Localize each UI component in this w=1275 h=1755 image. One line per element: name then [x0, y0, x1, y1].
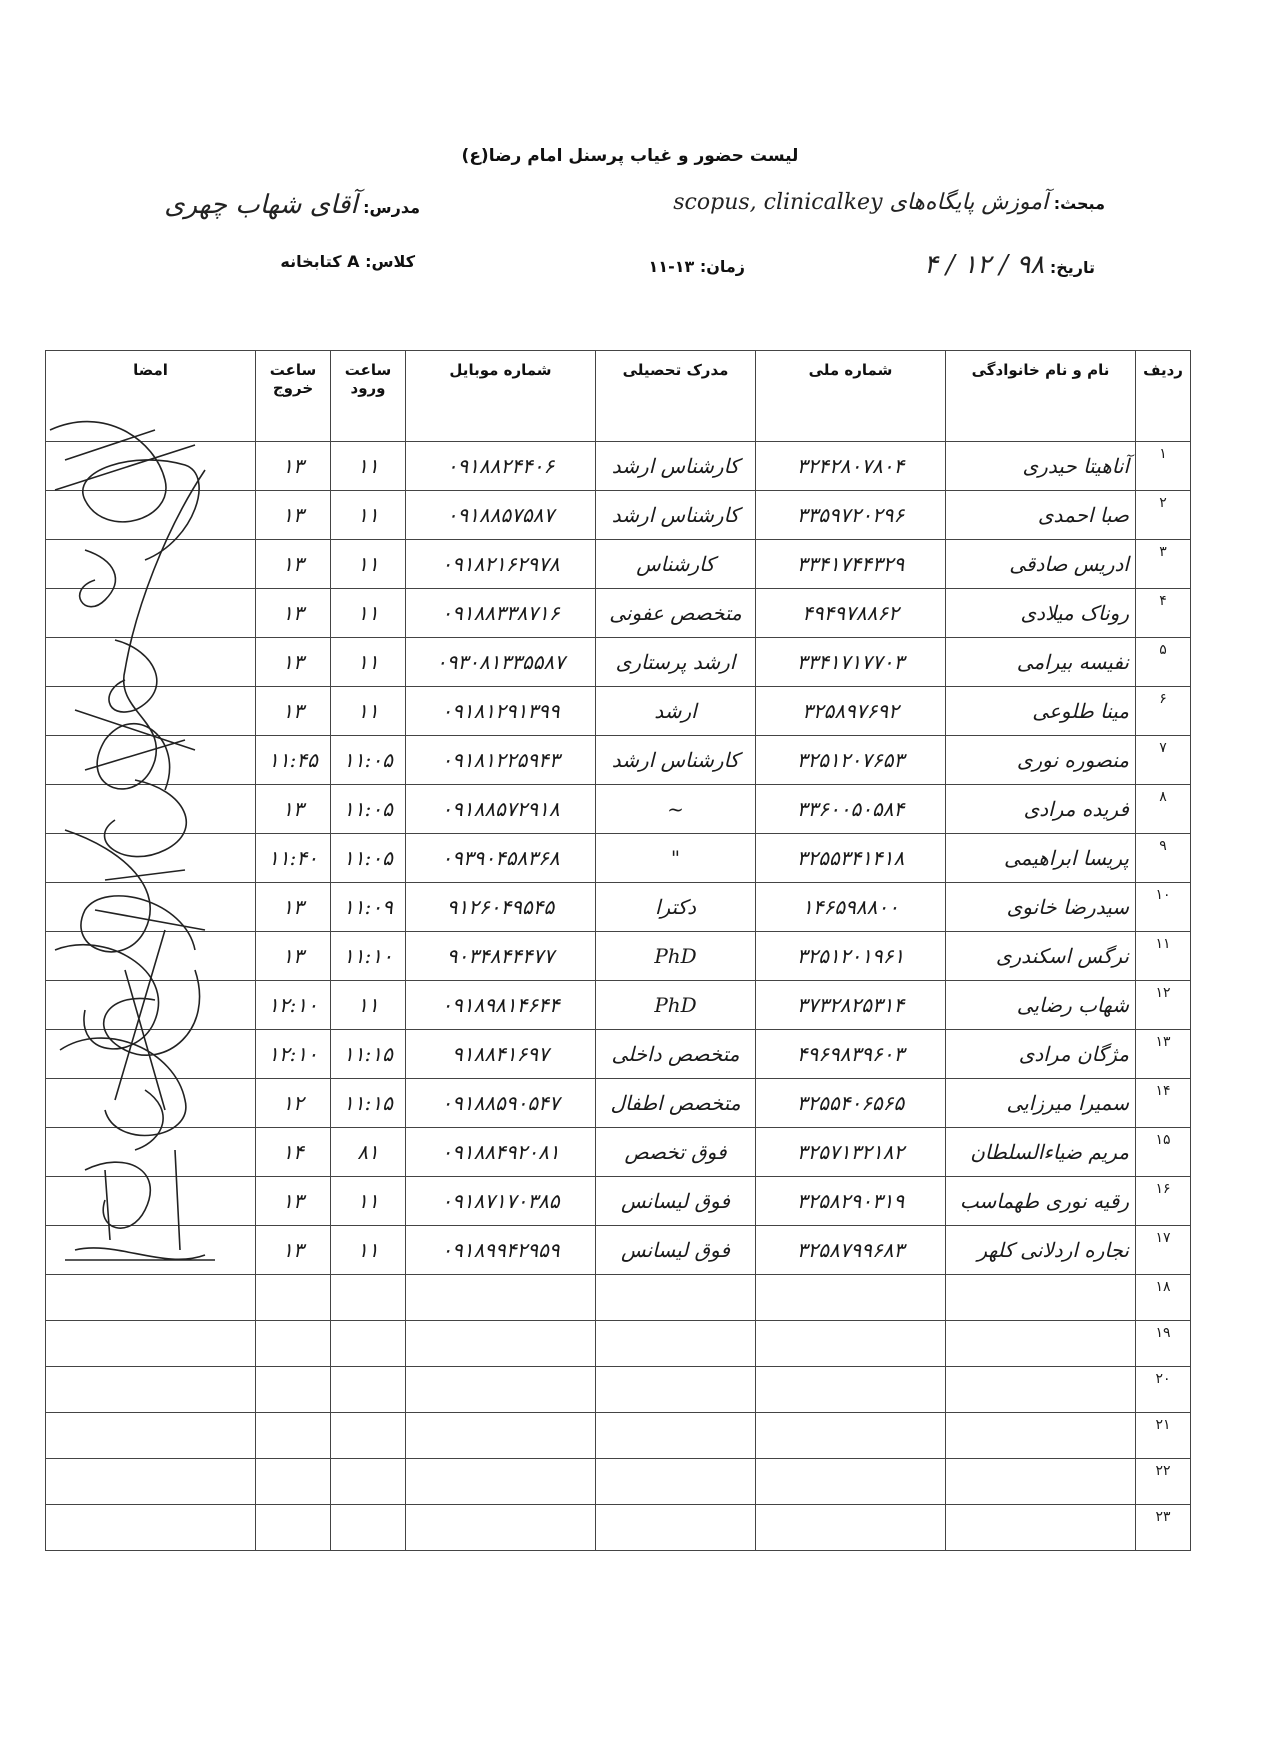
mobile-cell: ۰۹۳۰۸۱۳۳۵۵۸۷: [406, 638, 596, 687]
col-header-out: ساعت خروج: [256, 351, 331, 442]
time-out-cell: [256, 1459, 331, 1505]
degree-cell: ~: [596, 785, 756, 834]
degree-cell: PhD: [596, 981, 756, 1030]
mabhas-field: [673, 190, 1105, 215]
time-out-cell: ۱۱:۴۵: [256, 736, 331, 785]
name-cell: مینا طلوعی: [946, 687, 1136, 736]
degree-cell: فوق لیسانس: [596, 1226, 756, 1275]
name-cell: صبا احمدی: [946, 491, 1136, 540]
time-out-cell: [256, 1275, 331, 1321]
name-cell: سیدرضا خانوی: [946, 883, 1136, 932]
national-id-cell: ۳۲۵۸۲۹۰۳۱۹: [756, 1177, 946, 1226]
row-index: ۶: [1136, 687, 1191, 736]
national-id-cell: ۳۳۵۹۷۲۰۲۹۶: [756, 491, 946, 540]
time-out-cell: ۱۳: [256, 442, 331, 491]
time-in-cell: ۱۱: [331, 540, 406, 589]
national-id-cell: ۳۲۵۱۲۰۷۶۵۳: [756, 736, 946, 785]
signature-cell: [46, 1505, 256, 1551]
degree-cell: فوق تخصص: [596, 1128, 756, 1177]
time-out-cell: [256, 1367, 331, 1413]
time-in-cell: ۱۱:۰۵: [331, 785, 406, 834]
name-cell: نفیسه بیرامی: [946, 638, 1136, 687]
national-id-cell: ۳۲۵۱۲۰۱۹۶۱: [756, 932, 946, 981]
time-in-cell: [331, 1275, 406, 1321]
degree-cell: ارشد پرستاری: [596, 638, 756, 687]
name-cell: روناک میلادی: [946, 589, 1136, 638]
time-out-cell: ۱۲:۱۰: [256, 1030, 331, 1079]
table-row: [46, 1413, 1191, 1459]
name-cell: نجاره اردلانی کلهر: [946, 1226, 1136, 1275]
table-row: [46, 1367, 1191, 1413]
col-header-idx: ردیف: [1136, 351, 1191, 442]
national-id-cell: ۱۴۶۵۹۸۸۰۰: [756, 883, 946, 932]
national-id-cell: ۳۳۴۱۷۴۴۳۲۹: [756, 540, 946, 589]
time-in-cell: ۱۱: [331, 491, 406, 540]
degree-cell: PhD: [596, 932, 756, 981]
time-out-cell: [256, 1505, 331, 1551]
modarres-label: مدرس:: [363, 198, 420, 217]
tarikh-label: تاریخ:: [1049, 258, 1095, 277]
mobile-cell: ۹۰۳۴۸۴۴۴۷۷: [406, 932, 596, 981]
row-index: ۱۸: [1136, 1275, 1191, 1321]
signature-cell: [46, 1413, 256, 1459]
time-in-cell: ۱۱:۰۵: [331, 736, 406, 785]
modarres-value: آقای شهاب چهری: [164, 190, 358, 220]
time-in-cell: ۱۱: [331, 687, 406, 736]
degree-cell: کارشناس: [596, 540, 756, 589]
name-cell: [946, 1367, 1136, 1413]
national-id-cell: [756, 1505, 946, 1551]
national-id-cell: ۳۲۴۲۸۰۷۸۰۴: [756, 442, 946, 491]
row-index: ۲۳: [1136, 1505, 1191, 1551]
row-index: ۱۳: [1136, 1030, 1191, 1079]
degree-cell: ارشد: [596, 687, 756, 736]
kelas-label: کلاس:: [365, 252, 415, 271]
national-id-cell: ۳۳۶۰۰۵۰۵۸۴: [756, 785, 946, 834]
time-out-cell: ۱۳: [256, 540, 331, 589]
row-index: ۱۱: [1136, 932, 1191, 981]
name-cell: ادریس صادقی: [946, 540, 1136, 589]
name-cell: پریسا ابراهیمی: [946, 834, 1136, 883]
time-in-cell: ۱۱:۱۵: [331, 1079, 406, 1128]
name-cell: [946, 1275, 1136, 1321]
mobile-cell: ۰۹۱۸۱۲۹۱۳۹۹: [406, 687, 596, 736]
national-id-cell: [756, 1367, 946, 1413]
degree-cell: [596, 1459, 756, 1505]
national-id-cell: [756, 1321, 946, 1367]
mobile-cell: [406, 1505, 596, 1551]
mobile-cell: ۰۹۱۸۸۵۷۵۸۷: [406, 491, 596, 540]
table-row: [46, 1459, 1191, 1505]
time-out-cell: ۱۳: [256, 785, 331, 834]
degree-cell: متخصص عفونی: [596, 589, 756, 638]
row-index: ۷: [1136, 736, 1191, 785]
mobile-cell: [406, 1413, 596, 1459]
page-title: لیست حضور و غیاب پرسنل امام رضا(ع): [461, 146, 799, 166]
signature-cell: [46, 1367, 256, 1413]
time-in-cell: [331, 1459, 406, 1505]
mobile-cell: ۰۹۱۸۷۱۷۰۳۸۵: [406, 1177, 596, 1226]
name-cell: آناهیتا حیدری: [946, 442, 1136, 491]
time-in-cell: ۸۱: [331, 1128, 406, 1177]
name-cell: رقیه نوری طهماسب: [946, 1177, 1136, 1226]
time-out-cell: ۱۱:۴۰: [256, 834, 331, 883]
row-index: ۱۴: [1136, 1079, 1191, 1128]
signature-scribbles: [45, 410, 230, 1340]
degree-cell: [596, 1505, 756, 1551]
row-index: ۲۱: [1136, 1413, 1191, 1459]
mobile-cell: [406, 1275, 596, 1321]
col-header-mobile: شماره موبایل: [406, 351, 596, 442]
time-in-cell: ۱۱: [331, 442, 406, 491]
row-index: ۱: [1136, 442, 1191, 491]
time-out-cell: ۱۳: [256, 932, 331, 981]
signature-cell: [46, 1459, 256, 1505]
kelas-value: A کتابخانه: [280, 252, 360, 271]
mabhas-value: آموزش پایگاه‌های scopus, clinicalkey: [673, 190, 1049, 215]
name-cell: [946, 1321, 1136, 1367]
mobile-cell: ۹۱۲۶۰۴۹۵۴۵: [406, 883, 596, 932]
national-id-cell: ۳۲۵۸۷۹۹۶۸۳: [756, 1226, 946, 1275]
national-id-cell: [756, 1459, 946, 1505]
national-id-cell: ۳۲۵۵۴۰۶۵۶۵: [756, 1079, 946, 1128]
degree-cell: متخصص داخلی: [596, 1030, 756, 1079]
col-header-name: نام و نام خانوادگی: [946, 351, 1136, 442]
mobile-cell: ۰۹۱۸۸۲۴۴۰۶: [406, 442, 596, 491]
national-id-cell: ۳۲۵۷۱۳۲۱۸۲: [756, 1128, 946, 1177]
row-index: ۱۶: [1136, 1177, 1191, 1226]
time-out-cell: ۱۳: [256, 638, 331, 687]
row-index: ۱۰: [1136, 883, 1191, 932]
national-id-cell: ۳۷۳۲۸۲۵۳۱۴: [756, 981, 946, 1030]
name-cell: مژگان مرادی: [946, 1030, 1136, 1079]
degree-cell: [596, 1275, 756, 1321]
name-cell: [946, 1413, 1136, 1459]
name-cell: [946, 1505, 1136, 1551]
row-index: ۱۲: [1136, 981, 1191, 1030]
time-in-cell: [331, 1367, 406, 1413]
kelas-field: [280, 252, 415, 271]
degree-cell: کارشناس ارشد: [596, 491, 756, 540]
time-in-cell: [331, 1413, 406, 1459]
row-index: ۳: [1136, 540, 1191, 589]
time-out-cell: [256, 1321, 331, 1367]
modarres-field: [164, 190, 420, 220]
time-out-cell: ۱۳: [256, 883, 331, 932]
degree-cell: کارشناس ارشد: [596, 736, 756, 785]
degree-cell: فوق لیسانس: [596, 1177, 756, 1226]
mobile-cell: ۰۹۱۸۸۵۷۲۹۱۸: [406, 785, 596, 834]
time-in-cell: ۱۱: [331, 638, 406, 687]
row-index: ۲۲: [1136, 1459, 1191, 1505]
time-in-cell: [331, 1505, 406, 1551]
name-cell: نرگس اسکندری: [946, 932, 1136, 981]
mobile-cell: ۰۹۱۸۸۴۹۲۰۸۱: [406, 1128, 596, 1177]
degree-cell: [596, 1367, 756, 1413]
col-header-degree: مدرک تحصیلی: [596, 351, 756, 442]
name-cell: مریم ضیاء‌السلطان: [946, 1128, 1136, 1177]
time-in-cell: [331, 1321, 406, 1367]
tarikh-field: [924, 250, 1095, 280]
row-index: ۹: [1136, 834, 1191, 883]
name-cell: فریده مرادی: [946, 785, 1136, 834]
row-index: ۱۷: [1136, 1226, 1191, 1275]
time-in-cell: ۱۱: [331, 1177, 406, 1226]
zaman-value: ۱۳-۱۱: [648, 257, 695, 276]
mobile-cell: ۰۹۱۸۸۳۳۸۷۱۶: [406, 589, 596, 638]
mobile-cell: ۹۱۸۸۴۱۶۹۷: [406, 1030, 596, 1079]
col-header-in: ساعت ورود: [331, 351, 406, 442]
zaman-label: زمان:: [699, 257, 745, 276]
mobile-cell: ۰۹۱۸۹۹۴۲۹۵۹: [406, 1226, 596, 1275]
name-cell: منصوره نوری: [946, 736, 1136, 785]
row-index: ۴: [1136, 589, 1191, 638]
row-index: ۲: [1136, 491, 1191, 540]
mabhas-label: مبحث:: [1053, 194, 1105, 213]
mobile-cell: ۰۹۱۸۹۸۱۴۶۴۴: [406, 981, 596, 1030]
time-out-cell: ۱۳: [256, 589, 331, 638]
time-out-cell: ۱۳: [256, 687, 331, 736]
table-row: [46, 1505, 1191, 1551]
tarikh-value: ۹۸ / ۱۲ / ۴: [923, 250, 1045, 280]
row-index: ۲۰: [1136, 1367, 1191, 1413]
degree-cell: [596, 1321, 756, 1367]
national-id-cell: ۴۹۴۹۷۸۸۶۲: [756, 589, 946, 638]
time-out-cell: [256, 1413, 331, 1459]
name-cell: شهاب رضایی: [946, 981, 1136, 1030]
national-id-cell: [756, 1413, 946, 1459]
mobile-cell: [406, 1459, 596, 1505]
time-out-cell: ۱۳: [256, 491, 331, 540]
row-index: ۵: [1136, 638, 1191, 687]
degree-cell: ": [596, 834, 756, 883]
col-header-national-id: شماره ملی: [756, 351, 946, 442]
time-in-cell: ۱۱:۱۰: [331, 932, 406, 981]
national-id-cell: ۳۳۴۱۷۱۷۷۰۳: [756, 638, 946, 687]
col-header-signature: امضا: [46, 351, 256, 442]
mobile-cell: [406, 1321, 596, 1367]
mobile-cell: ۰۹۱۸۱۲۲۵۹۴۳: [406, 736, 596, 785]
mobile-cell: ۰۹۱۸۸۵۹۰۵۴۷: [406, 1079, 596, 1128]
national-id-cell: [756, 1275, 946, 1321]
time-in-cell: ۱۱:۰۹: [331, 883, 406, 932]
time-in-cell: ۱۱:۱۵: [331, 1030, 406, 1079]
time-out-cell: ۱۳: [256, 1177, 331, 1226]
degree-cell: متخصص اطفال: [596, 1079, 756, 1128]
time-out-cell: ۱۳: [256, 1226, 331, 1275]
name-cell: سمیرا میرزایی: [946, 1079, 1136, 1128]
time-in-cell: ۱۱:۰۵: [331, 834, 406, 883]
time-out-cell: ۱۴: [256, 1128, 331, 1177]
degree-cell: [596, 1413, 756, 1459]
national-id-cell: ۳۲۵۸۹۷۶۹۲: [756, 687, 946, 736]
national-id-cell: ۴۹۶۹۸۳۹۶۰۳: [756, 1030, 946, 1079]
degree-cell: کارشناس ارشد: [596, 442, 756, 491]
time-in-cell: ۱۱: [331, 1226, 406, 1275]
mobile-cell: [406, 1367, 596, 1413]
row-index: ۱۹: [1136, 1321, 1191, 1367]
time-in-cell: ۱۱: [331, 589, 406, 638]
zaman-field: [649, 257, 745, 276]
time-in-cell: ۱۱: [331, 981, 406, 1030]
time-out-cell: ۱۲:۱۰: [256, 981, 331, 1030]
degree-cell: دکترا: [596, 883, 756, 932]
mobile-cell: ۰۹۱۸۲۱۶۲۹۷۸: [406, 540, 596, 589]
national-id-cell: ۳۲۵۵۳۴۱۴۱۸: [756, 834, 946, 883]
row-index: ۸: [1136, 785, 1191, 834]
name-cell: [946, 1459, 1136, 1505]
row-index: ۱۵: [1136, 1128, 1191, 1177]
time-out-cell: ۱۲: [256, 1079, 331, 1128]
mobile-cell: ۰۹۳۹۰۴۵۸۳۶۸: [406, 834, 596, 883]
